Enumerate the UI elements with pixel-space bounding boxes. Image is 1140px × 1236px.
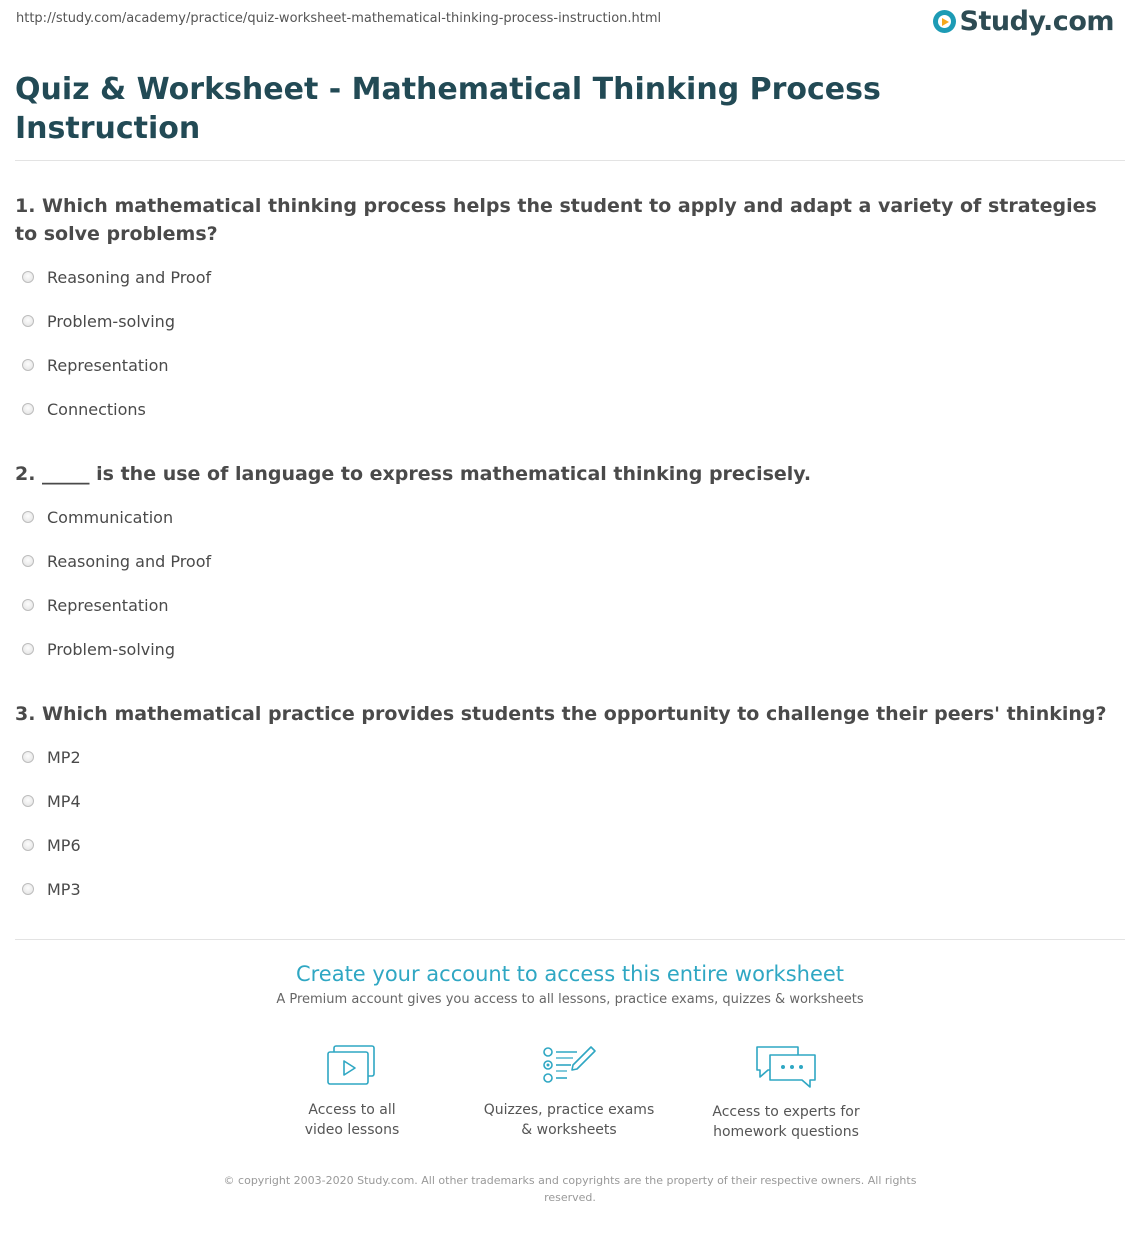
feature-label-line: Access to all bbox=[308, 1102, 396, 1118]
option-label: Problem-solving bbox=[47, 639, 175, 659]
option-label: Representation bbox=[47, 595, 169, 615]
feature-quizzes bbox=[469, 1044, 669, 1140]
q2-option-1[interactable] bbox=[22, 506, 173, 528]
page-title: Quiz & Worksheet - Mathematical Thinking Process Instruction bbox=[15, 72, 881, 146]
radio-button[interactable] bbox=[22, 271, 34, 283]
option-label: MP2 bbox=[47, 747, 81, 767]
option-label: Representation bbox=[47, 355, 169, 375]
q3-option-4[interactable] bbox=[22, 878, 81, 900]
q3-option-3[interactable] bbox=[22, 834, 81, 856]
quiz-checklist-icon bbox=[541, 1044, 597, 1088]
q1-option-2[interactable] bbox=[22, 310, 175, 332]
create-account-link[interactable]: Create your account to access this entire worksheet bbox=[295, 962, 845, 986]
option-label: Problem-solving bbox=[47, 311, 175, 331]
radio-button[interactable] bbox=[22, 511, 34, 523]
question-3: 3. Which mathematical practice provides students the opportunity to challenge their peers' thinking? bbox=[15, 703, 1107, 725]
video-lesson-icon bbox=[326, 1044, 378, 1088]
feature-label-line: video lessons bbox=[304, 1122, 400, 1138]
q1-option-1[interactable] bbox=[22, 266, 211, 288]
copyright-footer: © copyright 2003-2020 Study.com. All other trademarks and copyrights are the property of their respective owners. All rights reserved. bbox=[223, 1174, 917, 1204]
feature-video-lessons bbox=[252, 1044, 452, 1140]
option-label: Reasoning and Proof bbox=[47, 267, 212, 287]
option-label: Connections bbox=[47, 399, 146, 419]
cta-subtitle: A Premium account gives you access to all lessons, practice exams, quizzes & worksheets bbox=[276, 992, 864, 1007]
option-label: Communication bbox=[47, 507, 174, 527]
feature-label-line: homework questions bbox=[713, 1124, 859, 1140]
option-label: MP3 bbox=[47, 879, 81, 899]
radio-button[interactable] bbox=[22, 839, 34, 851]
question-2: 2. _____ is the use of language to express mathematical thinking precisely. bbox=[15, 463, 812, 485]
q3-option-1[interactable] bbox=[22, 746, 81, 768]
radio-button[interactable] bbox=[22, 599, 34, 611]
q2-option-2[interactable] bbox=[22, 550, 211, 572]
feature-label-line: Access to experts for bbox=[712, 1104, 860, 1120]
feature-experts bbox=[686, 1044, 886, 1142]
radio-button[interactable] bbox=[22, 795, 34, 807]
option-label: Reasoning and Proof bbox=[47, 551, 212, 571]
option-label: MP6 bbox=[47, 835, 81, 855]
radio-button[interactable] bbox=[22, 315, 34, 327]
q1-option-4[interactable] bbox=[22, 398, 146, 420]
play-logo-icon bbox=[933, 10, 956, 33]
radio-button[interactable] bbox=[22, 883, 34, 895]
radio-button[interactable] bbox=[22, 403, 34, 415]
feature-label-line: & worksheets bbox=[521, 1122, 617, 1138]
q2-option-4[interactable] bbox=[22, 638, 175, 660]
q1-option-3[interactable] bbox=[22, 354, 169, 376]
divider bbox=[15, 160, 1125, 161]
divider bbox=[15, 939, 1125, 940]
feature-label-line: Quizzes, practice exams bbox=[483, 1102, 655, 1118]
study-logo[interactable] bbox=[933, 6, 1114, 37]
chat-bubbles-icon bbox=[754, 1044, 818, 1090]
q3-option-2[interactable] bbox=[22, 790, 81, 812]
radio-button[interactable] bbox=[22, 555, 34, 567]
question-1: 1. Which mathematical thinking process helps the student to apply and adapt a variety of strategies to solve problems? bbox=[15, 195, 1097, 245]
q2-option-3[interactable] bbox=[22, 594, 169, 616]
page-url: http://study.com/academy/practice/quiz-worksheet-mathematical-thinking-process-instruction.html bbox=[16, 11, 662, 26]
radio-button[interactable] bbox=[22, 359, 34, 371]
radio-button[interactable] bbox=[22, 751, 34, 763]
logo-text: Study.com bbox=[959, 6, 1114, 37]
radio-button[interactable] bbox=[22, 643, 34, 655]
option-label: MP4 bbox=[47, 791, 81, 811]
